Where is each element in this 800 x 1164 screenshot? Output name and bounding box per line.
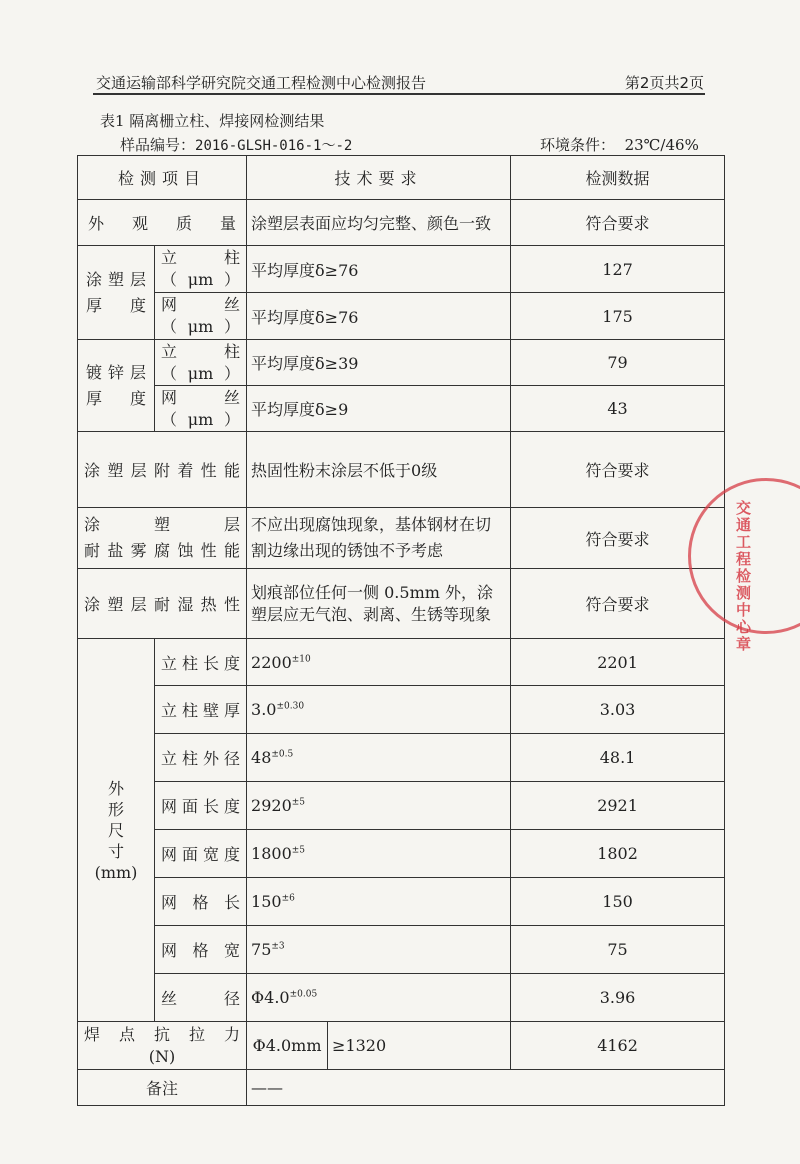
coat-post-req: 平均厚度δ≥76 (247, 246, 511, 293)
zinc-wire-item: 网丝 (161, 387, 241, 407)
table-row (78, 200, 725, 246)
dim-result: 75 (511, 926, 725, 974)
dim-item: 网格长 (161, 893, 241, 912)
dim-result: 48.1 (511, 734, 725, 782)
table-row (78, 782, 725, 830)
weld-req-force: ≥1320 (328, 1022, 511, 1070)
coat-post-item: 立柱 (161, 248, 241, 267)
dim-req: $2200^{\pm 10}$ (247, 639, 511, 686)
adhesion-item: 涂塑层附着性能 (84, 461, 241, 480)
official-seal-text: 交通工程检测中心章 (736, 499, 752, 653)
appearance-result: 符合要求 (511, 200, 725, 246)
table-header-row (78, 156, 725, 200)
zinc-post-item: 立柱 (161, 341, 241, 361)
header-requirement: 技术要求 (247, 156, 511, 200)
weld-item: 焊点抗拉力 (84, 1024, 241, 1044)
remarks-label: 备注 (78, 1070, 247, 1106)
damp-heat-result: 符合要求 (511, 569, 725, 639)
test-results-table (77, 155, 725, 1106)
dim-req: $75^{\pm 3}$ (247, 926, 511, 974)
table-row (78, 508, 725, 569)
header-divider (93, 93, 705, 95)
zinc-wire-unit: （μm） (161, 409, 241, 429)
table-row (78, 340, 725, 386)
zinc-thickness-group: 镀锌层厚度 (86, 362, 146, 408)
damp-heat-item: 涂塑层耐湿热性 (84, 595, 241, 614)
coat-post-result: 127 (511, 246, 725, 293)
salt-spray-result: 符合要求 (511, 508, 725, 569)
table-title: 表1 隔离栅立柱、焊接网检测结果 (100, 112, 325, 130)
dim-item: 立柱长度 (161, 653, 241, 673)
header-data: 检测数据 (511, 156, 725, 200)
dim-req: $\Phi 4.0^{\pm 0.05}$ (247, 974, 511, 1022)
report-header-org: 交通运输部科学研究院交通工程检测中心检测报告 (96, 74, 427, 92)
dim-req: $1800^{\pm 5}$ (247, 830, 511, 878)
dim-result: 1802 (511, 830, 725, 878)
sample-label: 样品编号： (120, 136, 196, 154)
zinc-post-req: 平均厚度δ≥39 (247, 340, 511, 386)
table-row (78, 569, 725, 639)
environment-conditions (540, 134, 699, 155)
table-row (78, 734, 725, 782)
dim-req: $3.0^{\pm 0.30}$ (247, 686, 511, 734)
table-row (78, 926, 725, 974)
adhesion-req: 热固性粉末涂层不低于0级 (247, 432, 511, 508)
weld-req-diameter: Φ4.0mm (247, 1022, 328, 1070)
sample-number (120, 134, 352, 155)
table-row (78, 830, 725, 878)
dim-req: $2920^{\pm 5}$ (247, 782, 511, 830)
coat-wire-unit: （μm） (161, 317, 241, 336)
zinc-wire-req: 平均厚度δ≥9 (247, 386, 511, 432)
salt-spray-item-b: 耐盐雾腐蚀性能 (84, 541, 241, 560)
dim-item: 立柱壁厚 (161, 701, 241, 720)
table-row (78, 386, 725, 432)
coat-wire-item: 网丝 (161, 295, 241, 314)
dim-result: 2201 (511, 639, 725, 686)
env-label: 环境条件： (540, 136, 616, 154)
weld-result: 4162 (511, 1022, 725, 1070)
dim-req: $150^{\pm 6}$ (247, 878, 511, 926)
appearance-item: 外观质量 (88, 214, 237, 233)
zinc-post-result: 79 (511, 340, 725, 386)
dim-result: 150 (511, 878, 725, 926)
appearance-req: 涂塑层表面应均匀完整、颜色一致 (247, 200, 511, 246)
dim-item: 丝径 (161, 989, 241, 1008)
table-row (78, 639, 725, 686)
coat-thickness-group: 涂塑层厚度 (86, 269, 146, 315)
dim-result: 3.96 (511, 974, 725, 1022)
table-row (78, 686, 725, 734)
dim-item: 网面宽度 (161, 845, 241, 864)
weld-unit: (N) (148, 1046, 176, 1066)
salt-spray-req: 不应出现腐蚀现象，基体钢材在切割边缘出现的锈蚀不予考虑 (247, 508, 511, 569)
coat-wire-result: 175 (511, 293, 725, 340)
table-row (78, 1070, 725, 1106)
table-row (78, 293, 725, 340)
dim-item: 网格宽 (161, 941, 241, 960)
table-row (78, 974, 725, 1022)
zinc-post-unit: （μm） (161, 363, 241, 383)
header-test-item: 检测项目 (78, 156, 247, 200)
env-value: 23℃/46% (624, 136, 699, 154)
remarks-value: —— (247, 1070, 725, 1106)
page-indicator: 第2页共2页 (624, 74, 704, 92)
coat-wire-req: 平均厚度δ≥76 (247, 293, 511, 340)
dimensions-unit: (mm) (94, 862, 138, 882)
table-row (78, 1022, 725, 1070)
table-row (78, 432, 725, 508)
zinc-wire-result: 43 (511, 386, 725, 432)
damp-heat-req: 划痕部位任何一侧 0.5mm 外，涂塑层应无气泡、剥离、生锈等现象 (247, 569, 511, 639)
table-row (78, 246, 725, 293)
dim-item: 立柱外径 (161, 749, 241, 768)
table-row (78, 878, 725, 926)
salt-spray-item-a: 涂塑层 (84, 515, 241, 534)
adhesion-result: 符合要求 (511, 432, 725, 508)
dim-req: $48^{\pm 0.5}$ (247, 734, 511, 782)
sample-value: 2016-GLSH-016-1～-2 (195, 138, 353, 154)
dim-result: 2921 (511, 782, 725, 830)
dimensions-group: 外形尺寸 (107, 778, 124, 861)
dim-item: 网面长度 (161, 797, 241, 816)
dim-result: 3.03 (511, 686, 725, 734)
coat-post-unit: （μm） (161, 270, 241, 289)
